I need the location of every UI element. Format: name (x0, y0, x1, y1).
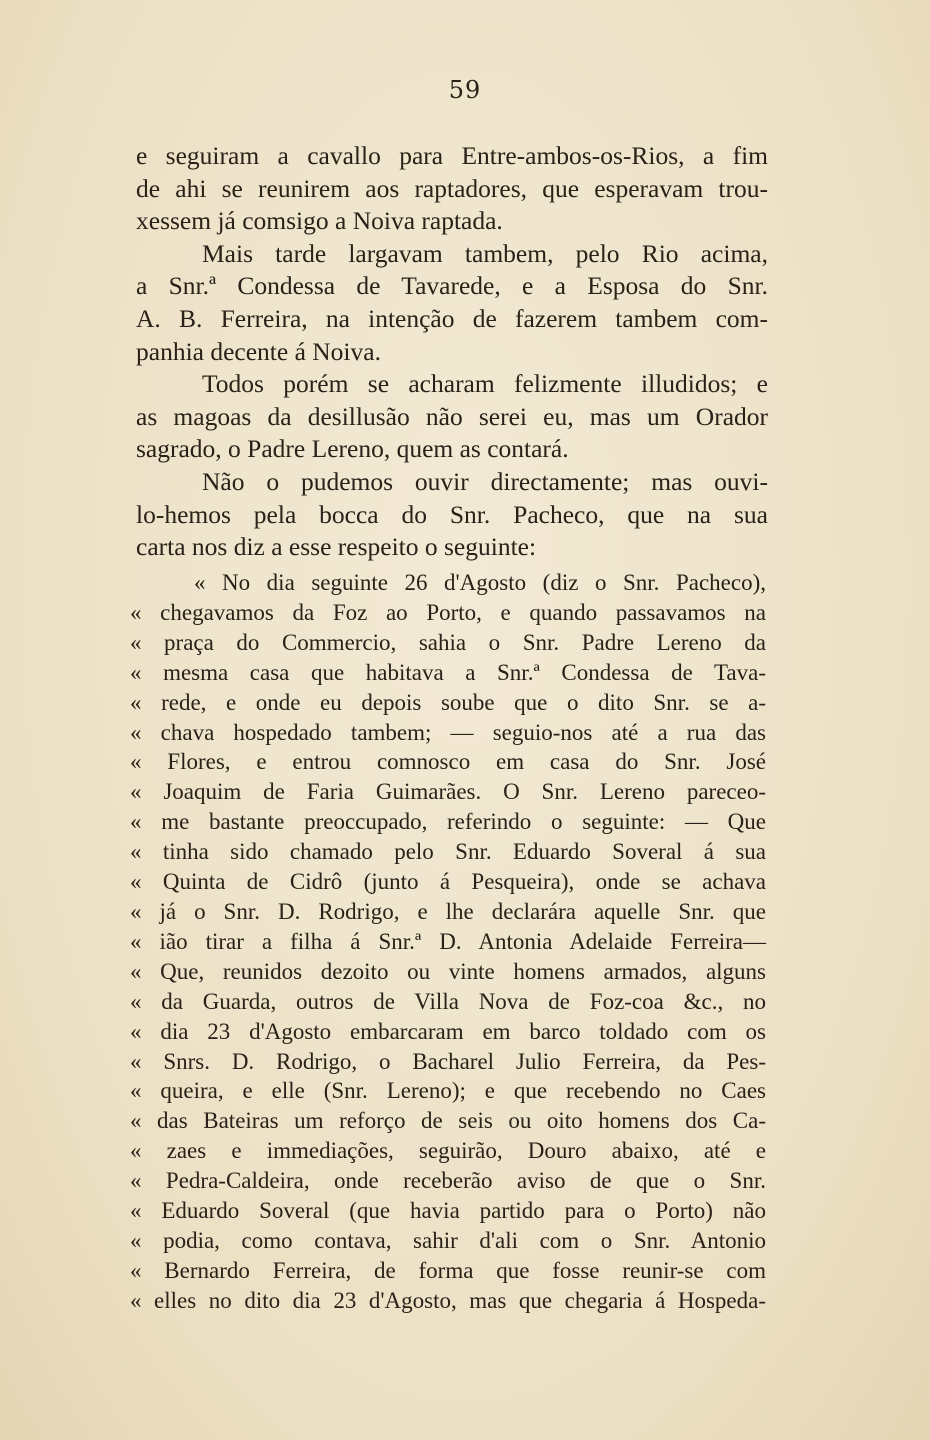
text-line: Não o pudemos ouvir directamente; mas ouvi- (202, 466, 768, 496)
quoted-letter (130, 568, 766, 1316)
quote-line: « Flores, e entrou comnosco em casa do Snr. José (130, 749, 766, 775)
quote-line: « chegavamos da Foz ao Porto, e quando passavamos na (130, 599, 766, 625)
quote-line: « das Bateiras um reforço de seis ou oito homens dos Ca- (130, 1108, 766, 1134)
quote-line: « mesma casa que habitava a Snr.ª Condessa de Tava- (130, 659, 766, 685)
quote-line: « rede, e onde eu depois soube que o dito Snr. se a- (130, 689, 766, 715)
quote-line: « queira, e elle (Snr. Lereno); e que recebendo no Caes (130, 1078, 766, 1104)
text-line: Todos porém se acharam felizmente illudidos; e (202, 369, 768, 399)
quote-line: « chava hospedado tambem; — seguio-nos até a rua das (130, 719, 766, 745)
quote-line: « Pedra-Caldeira, onde receberão aviso de que o Snr. (130, 1168, 766, 1194)
quote-line: « dia 23 d'Agosto embarcaram em barco toldado com os (130, 1018, 766, 1044)
quote-line: « me bastante preoccupado, referindo o seguinte: — Que (130, 809, 766, 835)
quote-line: « ião tirar a filha á Snr.ª D. Antonia Adelaide Ferreira— (130, 928, 766, 954)
text-line: sagrado, o Padre Lereno, quem as contará. (136, 434, 569, 464)
paragraph (136, 368, 768, 466)
paragraph (136, 140, 768, 238)
text-line: Mais tarde largavam tambem, pelo Rio acima, (202, 238, 768, 268)
quote-line: « Quinta de Cidrô (junto á Pesqueira), onde se achava (130, 869, 766, 895)
text-line: de ahi se reunirem aos raptadores, que esperavam trou- (136, 173, 768, 203)
text-line: A. B. Ferreira, na intenção de fazerem tambem com- (136, 303, 768, 333)
text-line: lo-hemos pela bocca do Snr. Pacheco, que na sua (136, 499, 768, 529)
quote-line: « já o Snr. D. Rodrigo, e lhe declarára aquelle Snr. que (130, 898, 766, 924)
text-line: xessem já comsigo a Noiva raptada. (136, 206, 503, 236)
quote-line: « zaes e immediações, seguirão, Douro abaixo, até e (130, 1138, 766, 1164)
quote-line: « praça do Commercio, sahia o Snr. Padre Lereno da (130, 629, 766, 655)
quote-line: « No dia seguinte 26 d'Agosto (diz o Snr. Pacheco), (194, 570, 766, 595)
body-text (136, 140, 768, 564)
text-line: e seguiram a cavallo para Entre-ambos-os-Rios, a fim (136, 141, 768, 170)
text-line: as magoas da desillusão não serei eu, mas um Orador (136, 401, 768, 431)
paragraph (136, 466, 768, 564)
text-line: panhia decente á Noiva. (136, 336, 381, 366)
quote-line: « Joaquim de Faria Guimarães. O Snr. Lereno pareceo- (130, 779, 766, 805)
text-line: a Snr.ª Condessa de Tavarede, e a Esposa do Snr. (136, 271, 768, 301)
quote-line: « Snrs. D. Rodrigo, o Bacharel Julio Ferreira, da Pes- (130, 1048, 766, 1074)
quote-line: « da Guarda, outros de Villa Nova de Foz-coa &c., no (130, 988, 766, 1014)
quote-line: « Que, reunidos dezoito ou vinte homens armados, alguns (130, 958, 766, 984)
quote-line: « elles no dito dia 23 d'Agosto, mas que chegaria á Hospeda- (130, 1287, 766, 1313)
quote-line: « Eduardo Soveral (que havia partido para o Porto) não (130, 1198, 766, 1224)
quote-line: « Bernardo Ferreira, de forma que fosse reunir-se com (130, 1257, 766, 1283)
page-number: 59 (448, 76, 482, 104)
quote-line: « tinha sido chamado pelo Snr. Eduardo Soveral á sua (130, 839, 766, 865)
paragraph (136, 238, 768, 368)
text-line: carta nos diz a esse respeito o seguinte: (136, 532, 537, 562)
quote-line: « podia, como contava, sahir d'ali com o Snr. Antonio (130, 1227, 766, 1253)
